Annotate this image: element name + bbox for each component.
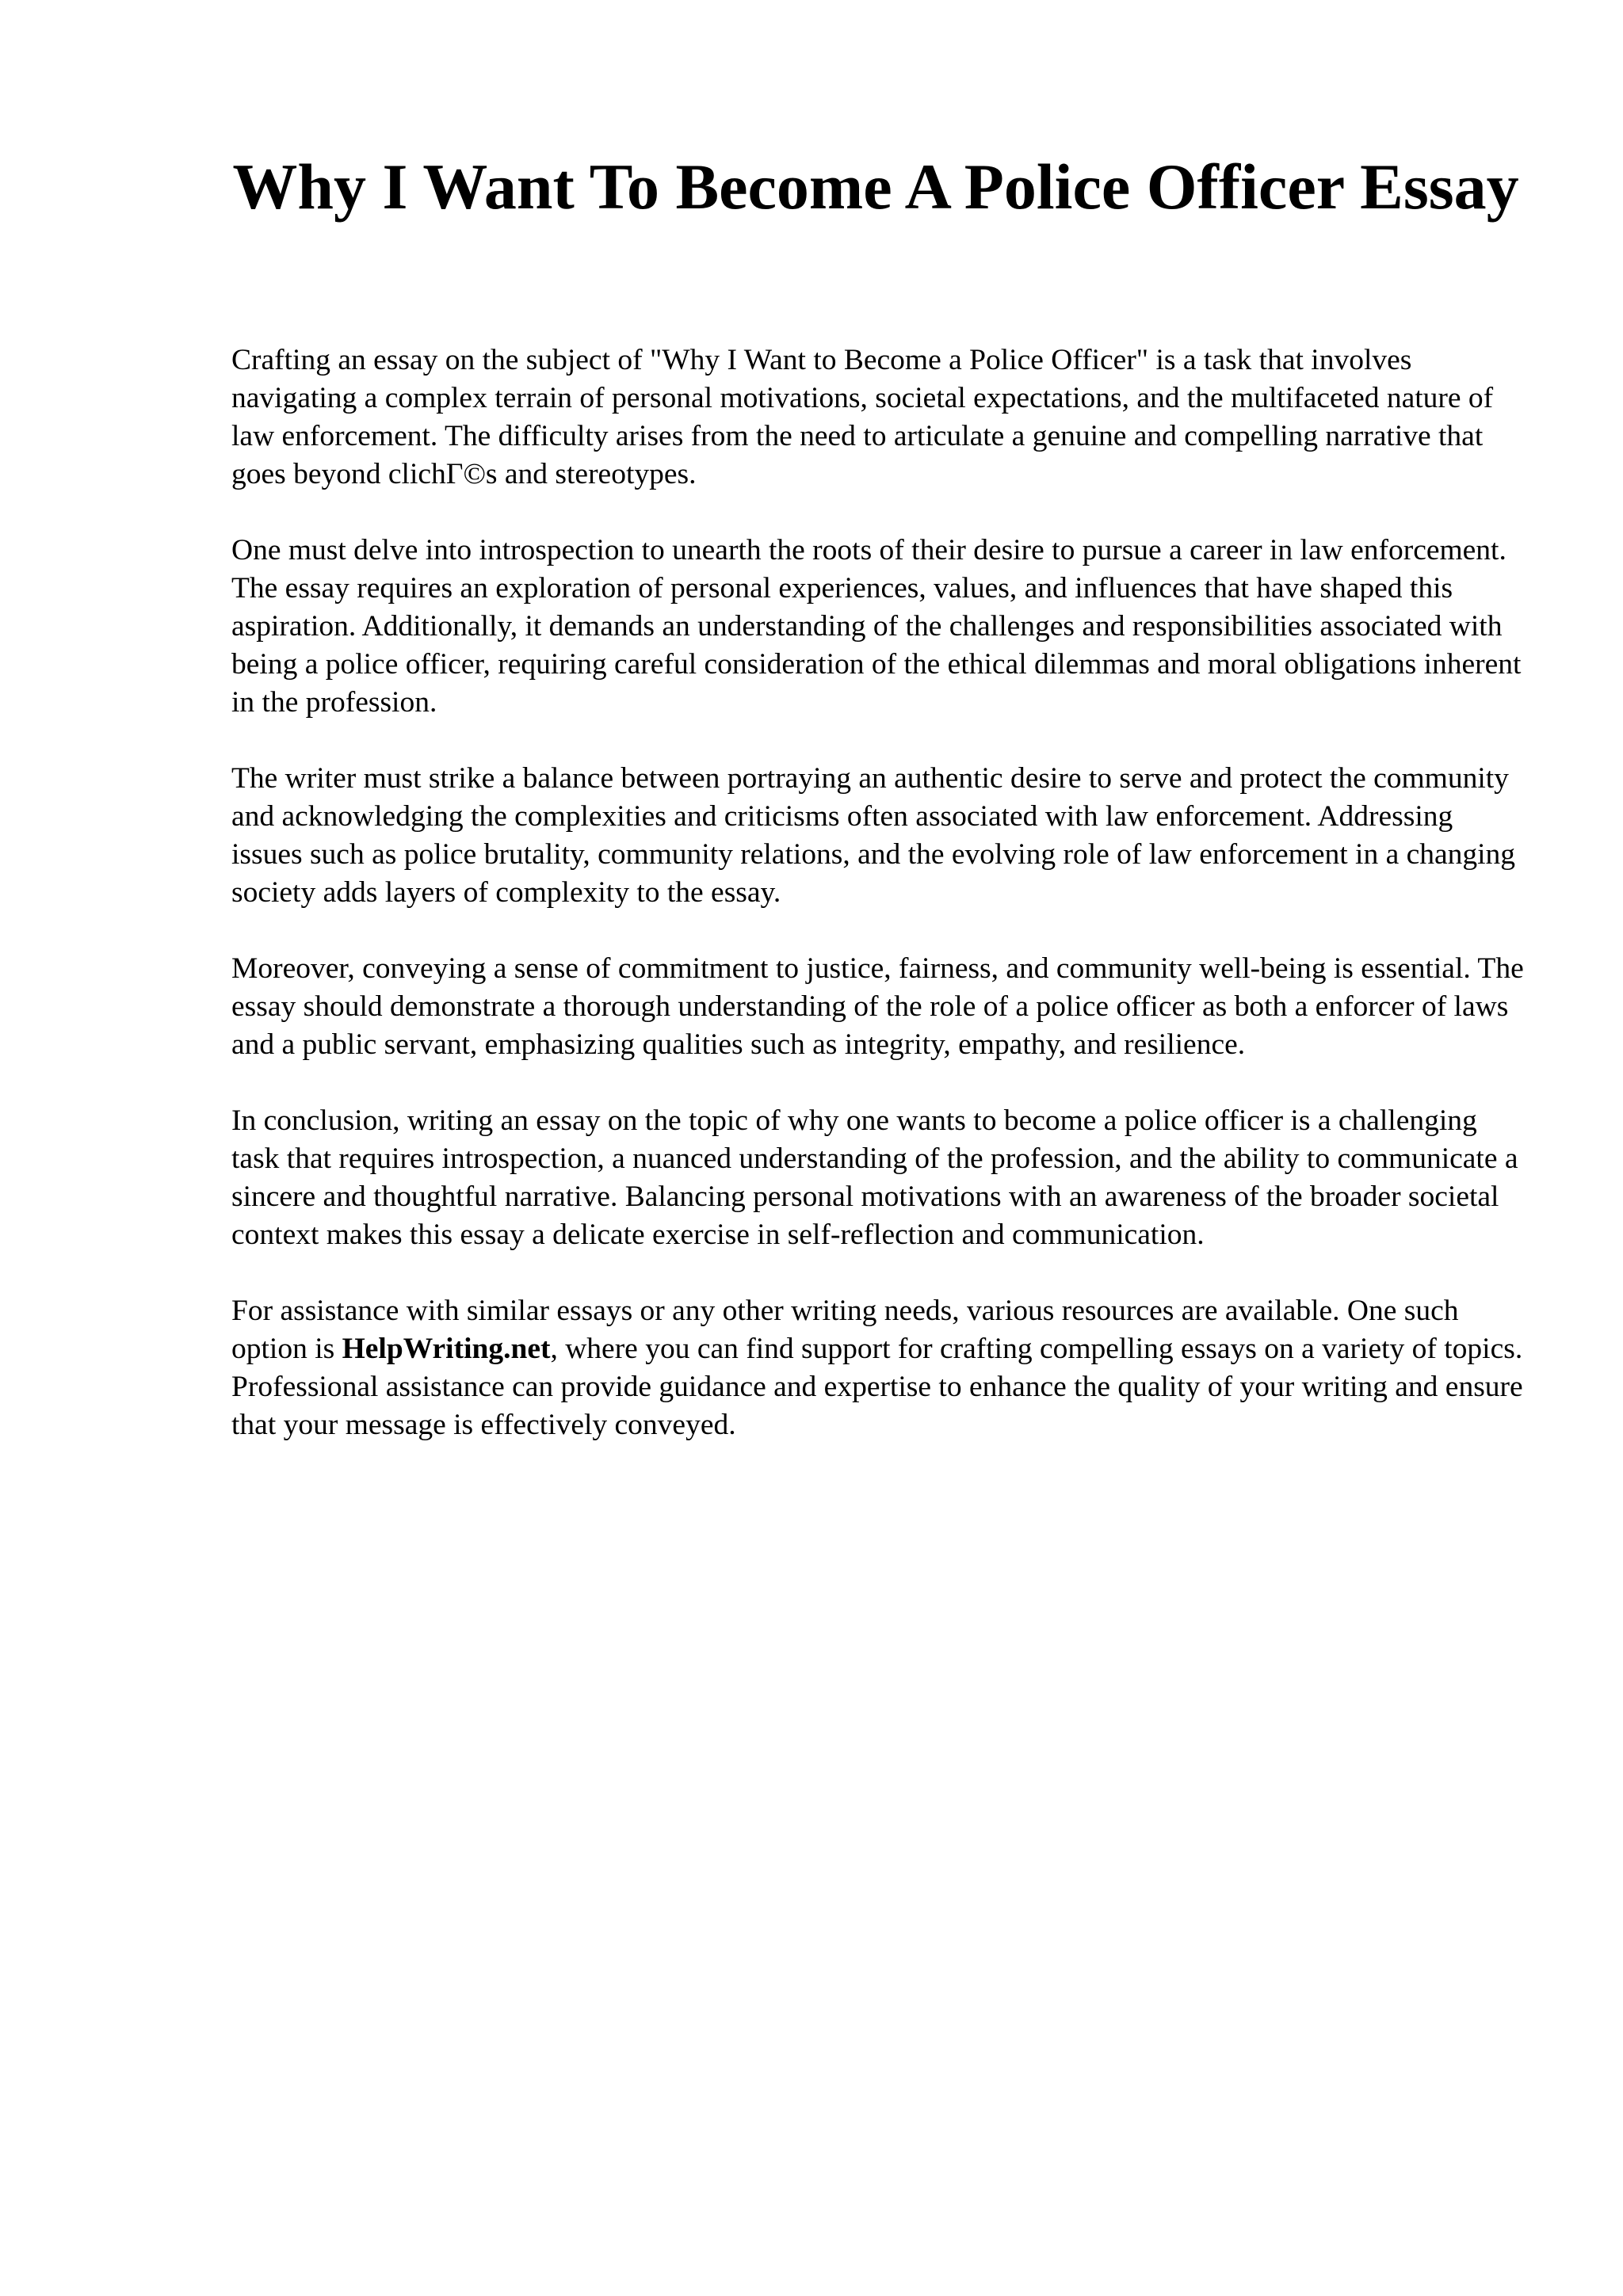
paragraph-6 bbox=[231, 1292, 1531, 1444]
paragraph-6-text-before-link: For assistance with similar essays or any other writing needs, various resources are available. One such option is bbox=[231, 1295, 1459, 1365]
paragraph-5: In conclusion, writing an essay on the topic of why one wants to become a police officer is a challenging task that requires introspection, a nuanced understanding of the profession, and the ability to communicate a sincere and thoughtful narrative. Balancing personal motivations with an awareness of the broader societal context makes this essay a delicate exercise in self-reflection and communication. bbox=[231, 1104, 1518, 1251]
document-title: Why I Want To Become A Police Officer Essay bbox=[232, 151, 1519, 223]
paragraph-3: The writer must strike a balance between portraying an authentic desire to serve and protect the community and acknowledging the complexities and criticisms often associated with law enforcement. Addressing issues such as police brutality, community relations, and the evolving role of law enforcement in a changing society adds layers of complexity to the essay. bbox=[231, 762, 1516, 909]
paragraph-6-text-after-link: , where you can find support for crafting compelling essays on a variety of topics. Professional assistance can provide guidance and expertise to enhance the quality of your writing and ensure that your message is effectively conveyed. bbox=[231, 1333, 1523, 1441]
document-body bbox=[231, 341, 1531, 1444]
paragraph-2: One must delve into introspection to unearth the roots of their desire to pursue a career in law enforcement. The essay requires an exploration of personal experiences, values, and influences that have shaped this aspiration. Additionally, it demands an understanding of the challenges and responsibilities associated with being a police officer, requiring careful consideration of the ethical dilemmas and moral obligations inherent in the profession. bbox=[231, 534, 1522, 719]
helpwriting-link[interactable]: HelpWriting.net bbox=[342, 1333, 551, 1365]
paragraph-1: Crafting an essay on the subject of "Why I Want to Become a Police Officer" is a task that involves navigating a complex terrain of personal motivations, societal expectations, and the multifaceted nature of law enforcement. The difficulty arises from the need to articulate a genuine and compelling narrative that goes beyond clichГ©s and stereotypes. bbox=[231, 344, 1494, 490]
paragraph-4: Moreover, conveying a sense of commitment to justice, fairness, and community well-being is essential. The essay should demonstrate a thorough understanding of the role of a police officer as both a enforcer of laws and a public servant, emphasizing qualities such as integrity, empathy, and resilience. bbox=[231, 952, 1524, 1061]
